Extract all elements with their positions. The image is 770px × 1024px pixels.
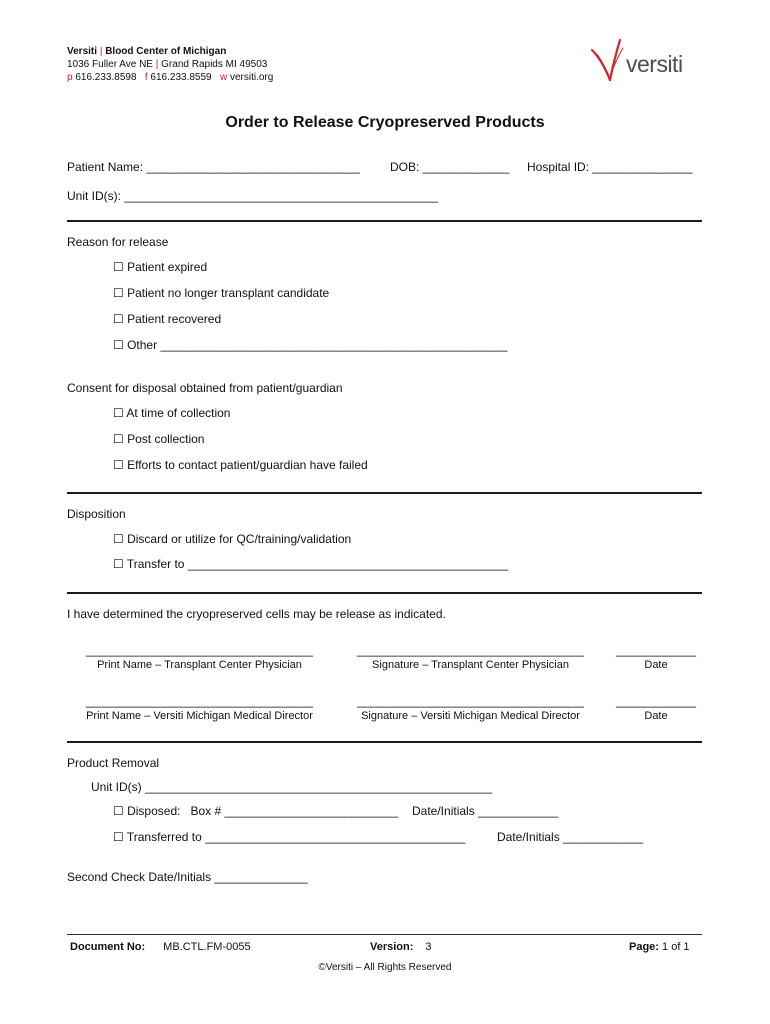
logo-wordmark: versiti (626, 51, 683, 77)
address-line (67, 59, 267, 71)
document-number (70, 941, 251, 953)
page-label: Page: (629, 941, 659, 953)
page-value: 1 of 1 (662, 941, 690, 953)
web-address: versiti.org (229, 72, 274, 83)
signature-line[interactable]: __________________________________ (86, 643, 313, 657)
signature-director-label: Signature – Versiti Michigan Medical Director (361, 710, 580, 722)
dob-field[interactable]: DOB: _____________ (390, 160, 510, 174)
address-street: 1036 Fuller Ave NE (67, 59, 153, 70)
reason-option-other[interactable]: ☐ Other ____________________________________________________ (113, 338, 508, 352)
disposed-date-initials-field[interactable]: Date/Initials ____________ (412, 804, 559, 818)
fax-prefix: f (144, 72, 148, 83)
fax-number: 616.233.8559 (150, 72, 212, 83)
disposition-option-discard[interactable]: ☐ Discard or utilize for QC/training/validation (113, 532, 352, 546)
hospital-id-field[interactable]: Hospital ID: _______________ (527, 160, 693, 174)
determination-statement: I have determined the cryopreserved cells may be release as indicated. (67, 607, 446, 621)
version-label: Version: (370, 941, 414, 953)
form-title: Order to Release Cryopreserved Products (225, 114, 545, 131)
second-check-field[interactable]: Second Check Date/Initials ______________ (67, 870, 308, 884)
signature-line[interactable]: __________________________________ (357, 694, 584, 708)
reason-option-recovered[interactable]: ☐ Patient recovered (113, 312, 222, 326)
disposition-label: Disposition (67, 507, 126, 521)
footer-divider (67, 934, 702, 935)
section-divider (67, 741, 702, 743)
version-value: 3 (425, 941, 432, 953)
removal-unit-ids-field[interactable]: Unit ID(s) ____________________________________________________ (91, 780, 493, 794)
product-removal-label: Product Removal (67, 756, 160, 770)
doc-value: MB.CTL.FM-0055 (163, 941, 251, 953)
unit-ids-field[interactable]: Unit ID(s): _______________________________________________ (67, 189, 439, 203)
print-name-director-label: Print Name – Versiti Michigan Medical Director (86, 710, 313, 722)
transferred-option[interactable]: ☐ Transferred to _______________________________________ (113, 830, 466, 844)
page-number (629, 941, 690, 953)
phone-number: 616.233.8598 (75, 72, 137, 83)
date-line[interactable]: ____________ (615, 643, 697, 657)
date-label: Date (644, 710, 668, 722)
date-label: Date (644, 659, 668, 671)
org-name: Versiti (67, 46, 98, 57)
section-divider (67, 592, 702, 594)
org-separator: | (99, 46, 103, 57)
section-divider (67, 492, 702, 494)
reason-option-not-candidate[interactable]: ☐ Patient no longer transplant candidate (113, 286, 330, 300)
consent-option-failed[interactable]: ☐ Efforts to contact patient/guardian have failed (113, 458, 368, 472)
copyright: ©Versiti – All Rights Reserved (318, 962, 452, 973)
section-divider (67, 220, 702, 222)
org-line (67, 46, 226, 58)
reason-option-expired[interactable]: ☐ Patient expired (113, 260, 208, 274)
doc-label: Document No: (70, 941, 146, 953)
consent-label: Consent for disposal obtained from patient/guardian (67, 381, 343, 395)
reason-label: Reason for release (67, 235, 169, 249)
signature-physician-label: Signature – Transplant Center Physician (372, 659, 569, 671)
patient-name-field[interactable]: Patient Name: ________________________________ (67, 160, 360, 174)
signature-line[interactable]: __________________________________ (357, 643, 584, 657)
web-prefix: w (219, 72, 228, 83)
phone-prefix: p (67, 72, 73, 83)
address-city: Grand Rapids MI 49503 (161, 59, 268, 70)
disposed-option[interactable]: ☐ Disposed: Box # __________________________ (113, 804, 398, 818)
date-line[interactable]: ____________ (615, 694, 697, 708)
disposition-option-transfer[interactable]: ☐ Transfer to ________________________________________________ (113, 557, 509, 571)
address-separator: | (155, 59, 159, 70)
consent-option-post[interactable]: ☐ Post collection (113, 432, 205, 446)
org-unit: Blood Center of Michigan (105, 46, 227, 57)
signature-line[interactable]: __________________________________ (86, 694, 313, 708)
consent-option-collection[interactable]: ☐ At time of collection (113, 406, 231, 420)
version (370, 941, 432, 953)
print-name-physician-label: Print Name – Transplant Center Physician (97, 659, 302, 671)
contact-line (67, 72, 273, 84)
transferred-date-initials-field[interactable]: Date/Initials ____________ (497, 830, 644, 844)
